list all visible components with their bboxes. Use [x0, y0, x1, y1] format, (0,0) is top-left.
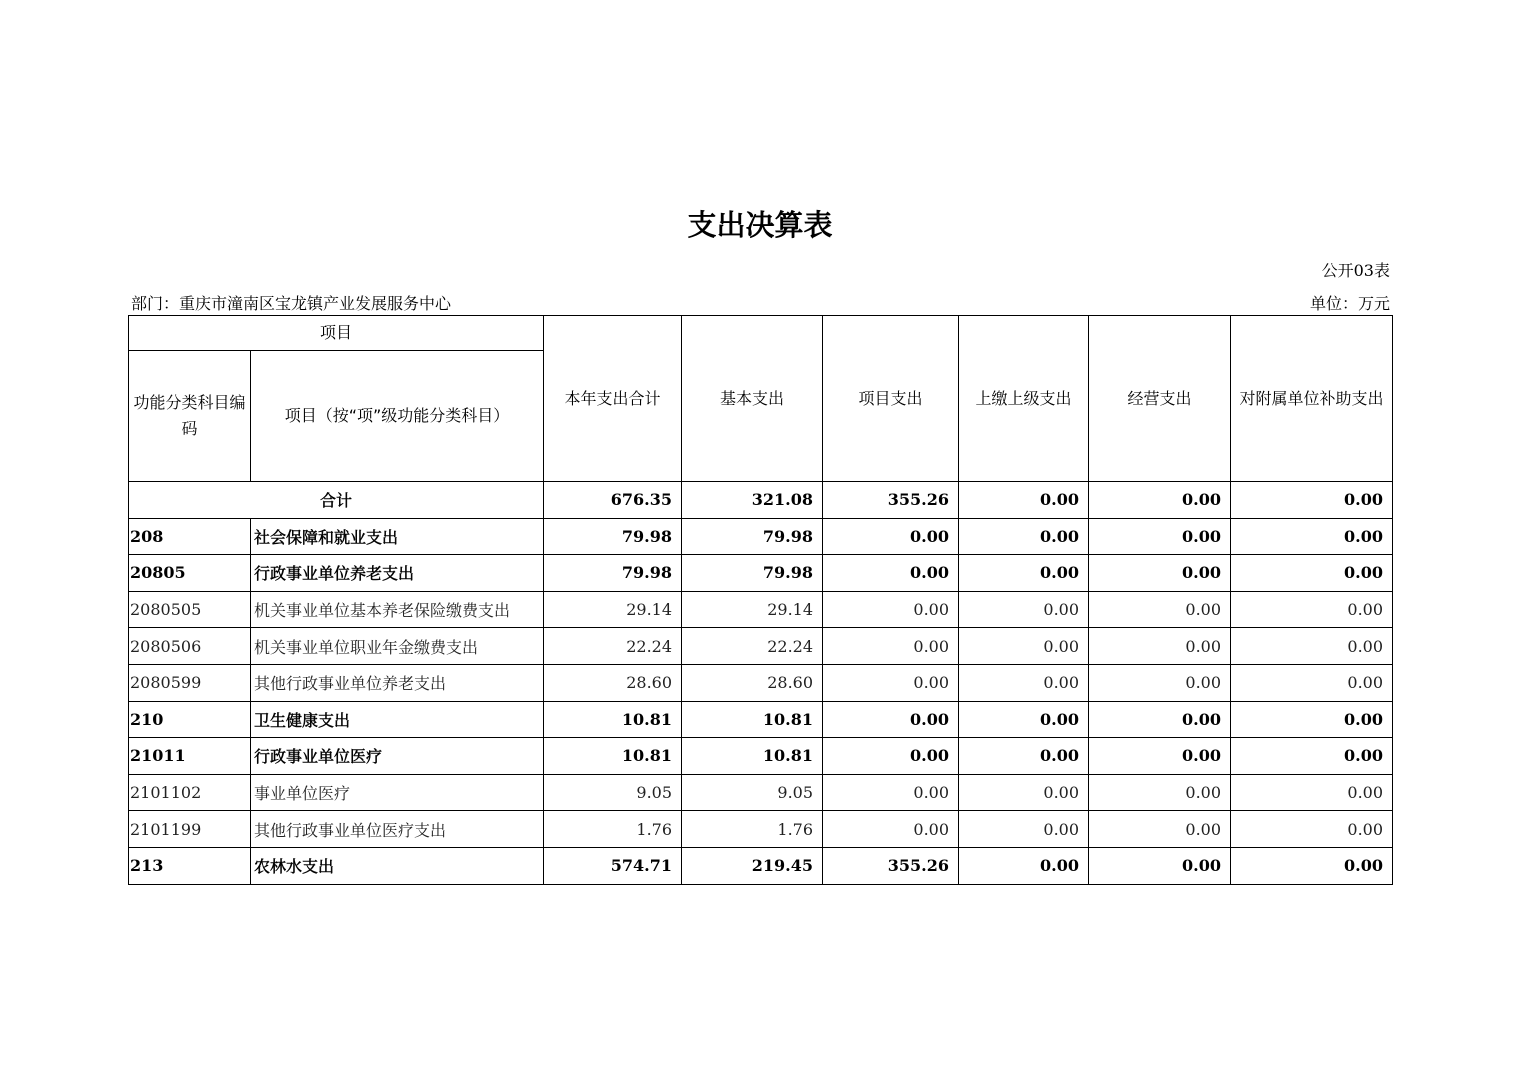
row-value: 0.00: [823, 701, 959, 738]
row-value: 0.00: [1089, 664, 1231, 701]
row-name: 农林水支出: [251, 847, 544, 884]
row-value: 0.00: [1089, 738, 1231, 775]
row-value: 79.98: [544, 555, 682, 592]
row-name: 卫生健康支出: [251, 701, 544, 738]
row-value: 0.00: [1089, 591, 1231, 628]
row-name: 机关事业单位职业年金缴费支出: [251, 628, 544, 665]
row-value: 574.71: [544, 847, 682, 884]
header-project-group: 项目: [129, 316, 544, 351]
header-subsidy: 对附属单位补助支出: [1231, 316, 1393, 482]
total-cell: 0.00: [1089, 482, 1231, 519]
row-value: 0.00: [1231, 518, 1393, 555]
row-value: 22.24: [682, 628, 823, 665]
row-code: 2080506: [129, 628, 251, 665]
row-code: 213: [129, 847, 251, 884]
total-cell: 0.00: [1231, 482, 1393, 519]
row-value: 22.24: [544, 628, 682, 665]
row-code: 208: [129, 518, 251, 555]
total-label: 合计: [129, 482, 544, 519]
table-row: [129, 774, 1393, 811]
table-row: [129, 847, 1393, 884]
row-value: 79.98: [682, 518, 823, 555]
row-value: 0.00: [1089, 555, 1231, 592]
row-value: 0.00: [823, 628, 959, 665]
total-row: [129, 482, 1393, 519]
expenditure-table: [128, 315, 1393, 885]
table-row: [129, 555, 1393, 592]
row-value: 0.00: [959, 701, 1089, 738]
table-row: [129, 738, 1393, 775]
row-value: 28.60: [544, 664, 682, 701]
row-value: 28.60: [682, 664, 823, 701]
header-name: 项目（按“项”级功能分类科目）: [251, 351, 544, 482]
total-cell: 0.00: [959, 482, 1089, 519]
header-total: 本年支出合计: [544, 316, 682, 482]
row-value: 0.00: [959, 811, 1089, 848]
row-value: 0.00: [1231, 774, 1393, 811]
row-value: 0.00: [823, 664, 959, 701]
header-code: 功能分类科目编码: [129, 351, 251, 482]
row-value: 10.81: [682, 738, 823, 775]
header-project: 项目支出: [823, 316, 959, 482]
total-cell: 321.08: [682, 482, 823, 519]
row-code: 210: [129, 701, 251, 738]
row-value: 0.00: [823, 738, 959, 775]
row-code: 21011: [129, 738, 251, 775]
row-value: 219.45: [682, 847, 823, 884]
row-value: 0.00: [1231, 811, 1393, 848]
header-remit: 上缴上级支出: [959, 316, 1089, 482]
table-row: [129, 664, 1393, 701]
row-value: 0.00: [1089, 847, 1231, 884]
header-basic: 基本支出: [682, 316, 823, 482]
row-value: 0.00: [1089, 518, 1231, 555]
row-name: 其他行政事业单位医疗支出: [251, 811, 544, 848]
row-value: 0.00: [823, 518, 959, 555]
row-code: 20805: [129, 555, 251, 592]
row-value: 0.00: [959, 738, 1089, 775]
row-value: 0.00: [1231, 847, 1393, 884]
row-value: 0.00: [1231, 628, 1393, 665]
row-value: 0.00: [1231, 664, 1393, 701]
row-value: 0.00: [1231, 701, 1393, 738]
row-value: 1.76: [682, 811, 823, 848]
row-value: 0.00: [1231, 555, 1393, 592]
row-value: 79.98: [682, 555, 823, 592]
row-name: 社会保障和就业支出: [251, 518, 544, 555]
row-code: 2101102: [129, 774, 251, 811]
row-name: 机关事业单位基本养老保险缴费支出: [251, 591, 544, 628]
row-code: 2080599: [129, 664, 251, 701]
row-value: 0.00: [959, 628, 1089, 665]
row-value: 0.00: [1089, 774, 1231, 811]
total-cell: 355.26: [823, 482, 959, 519]
row-value: 29.14: [544, 591, 682, 628]
row-value: 0.00: [959, 774, 1089, 811]
row-value: 0.00: [1231, 738, 1393, 775]
table-row: [129, 701, 1393, 738]
row-value: 0.00: [959, 847, 1089, 884]
row-value: 9.05: [544, 774, 682, 811]
row-code: 2080505: [129, 591, 251, 628]
row-value: 1.76: [544, 811, 682, 848]
form-number: 公开03表: [1321, 261, 1390, 280]
table-row: [129, 591, 1393, 628]
row-value: 0.00: [823, 591, 959, 628]
row-value: 355.26: [823, 847, 959, 884]
row-value: 0.00: [823, 774, 959, 811]
row-value: 0.00: [959, 591, 1089, 628]
table-row: [129, 518, 1393, 555]
row-value: 9.05: [682, 774, 823, 811]
row-value: 0.00: [959, 518, 1089, 555]
row-value: 0.00: [1089, 628, 1231, 665]
row-value: 10.81: [544, 738, 682, 775]
row-name: 行政事业单位养老支出: [251, 555, 544, 592]
total-cell: 676.35: [544, 482, 682, 519]
row-value: 0.00: [1089, 811, 1231, 848]
row-value: 0.00: [1089, 701, 1231, 738]
row-name: 行政事业单位医疗: [251, 738, 544, 775]
table-row: [129, 628, 1393, 665]
header-business: 经营支出: [1089, 316, 1231, 482]
row-code: 2101199: [129, 811, 251, 848]
row-value: 0.00: [1231, 591, 1393, 628]
department-label: 部门：重庆市潼南区宝龙镇产业发展服务中心: [131, 294, 452, 313]
row-value: 10.81: [544, 701, 682, 738]
row-value: 0.00: [823, 555, 959, 592]
unit-label: 单位：万元: [1309, 294, 1390, 313]
page-title: 支出决算表: [687, 208, 833, 242]
row-value: 79.98: [544, 518, 682, 555]
row-value: 0.00: [823, 811, 959, 848]
row-name: 事业单位医疗: [251, 774, 544, 811]
row-value: 0.00: [959, 555, 1089, 592]
row-value: 0.00: [959, 664, 1089, 701]
row-name: 其他行政事业单位养老支出: [251, 664, 544, 701]
row-value: 29.14: [682, 591, 823, 628]
table-row: [129, 811, 1393, 848]
row-value: 10.81: [682, 701, 823, 738]
